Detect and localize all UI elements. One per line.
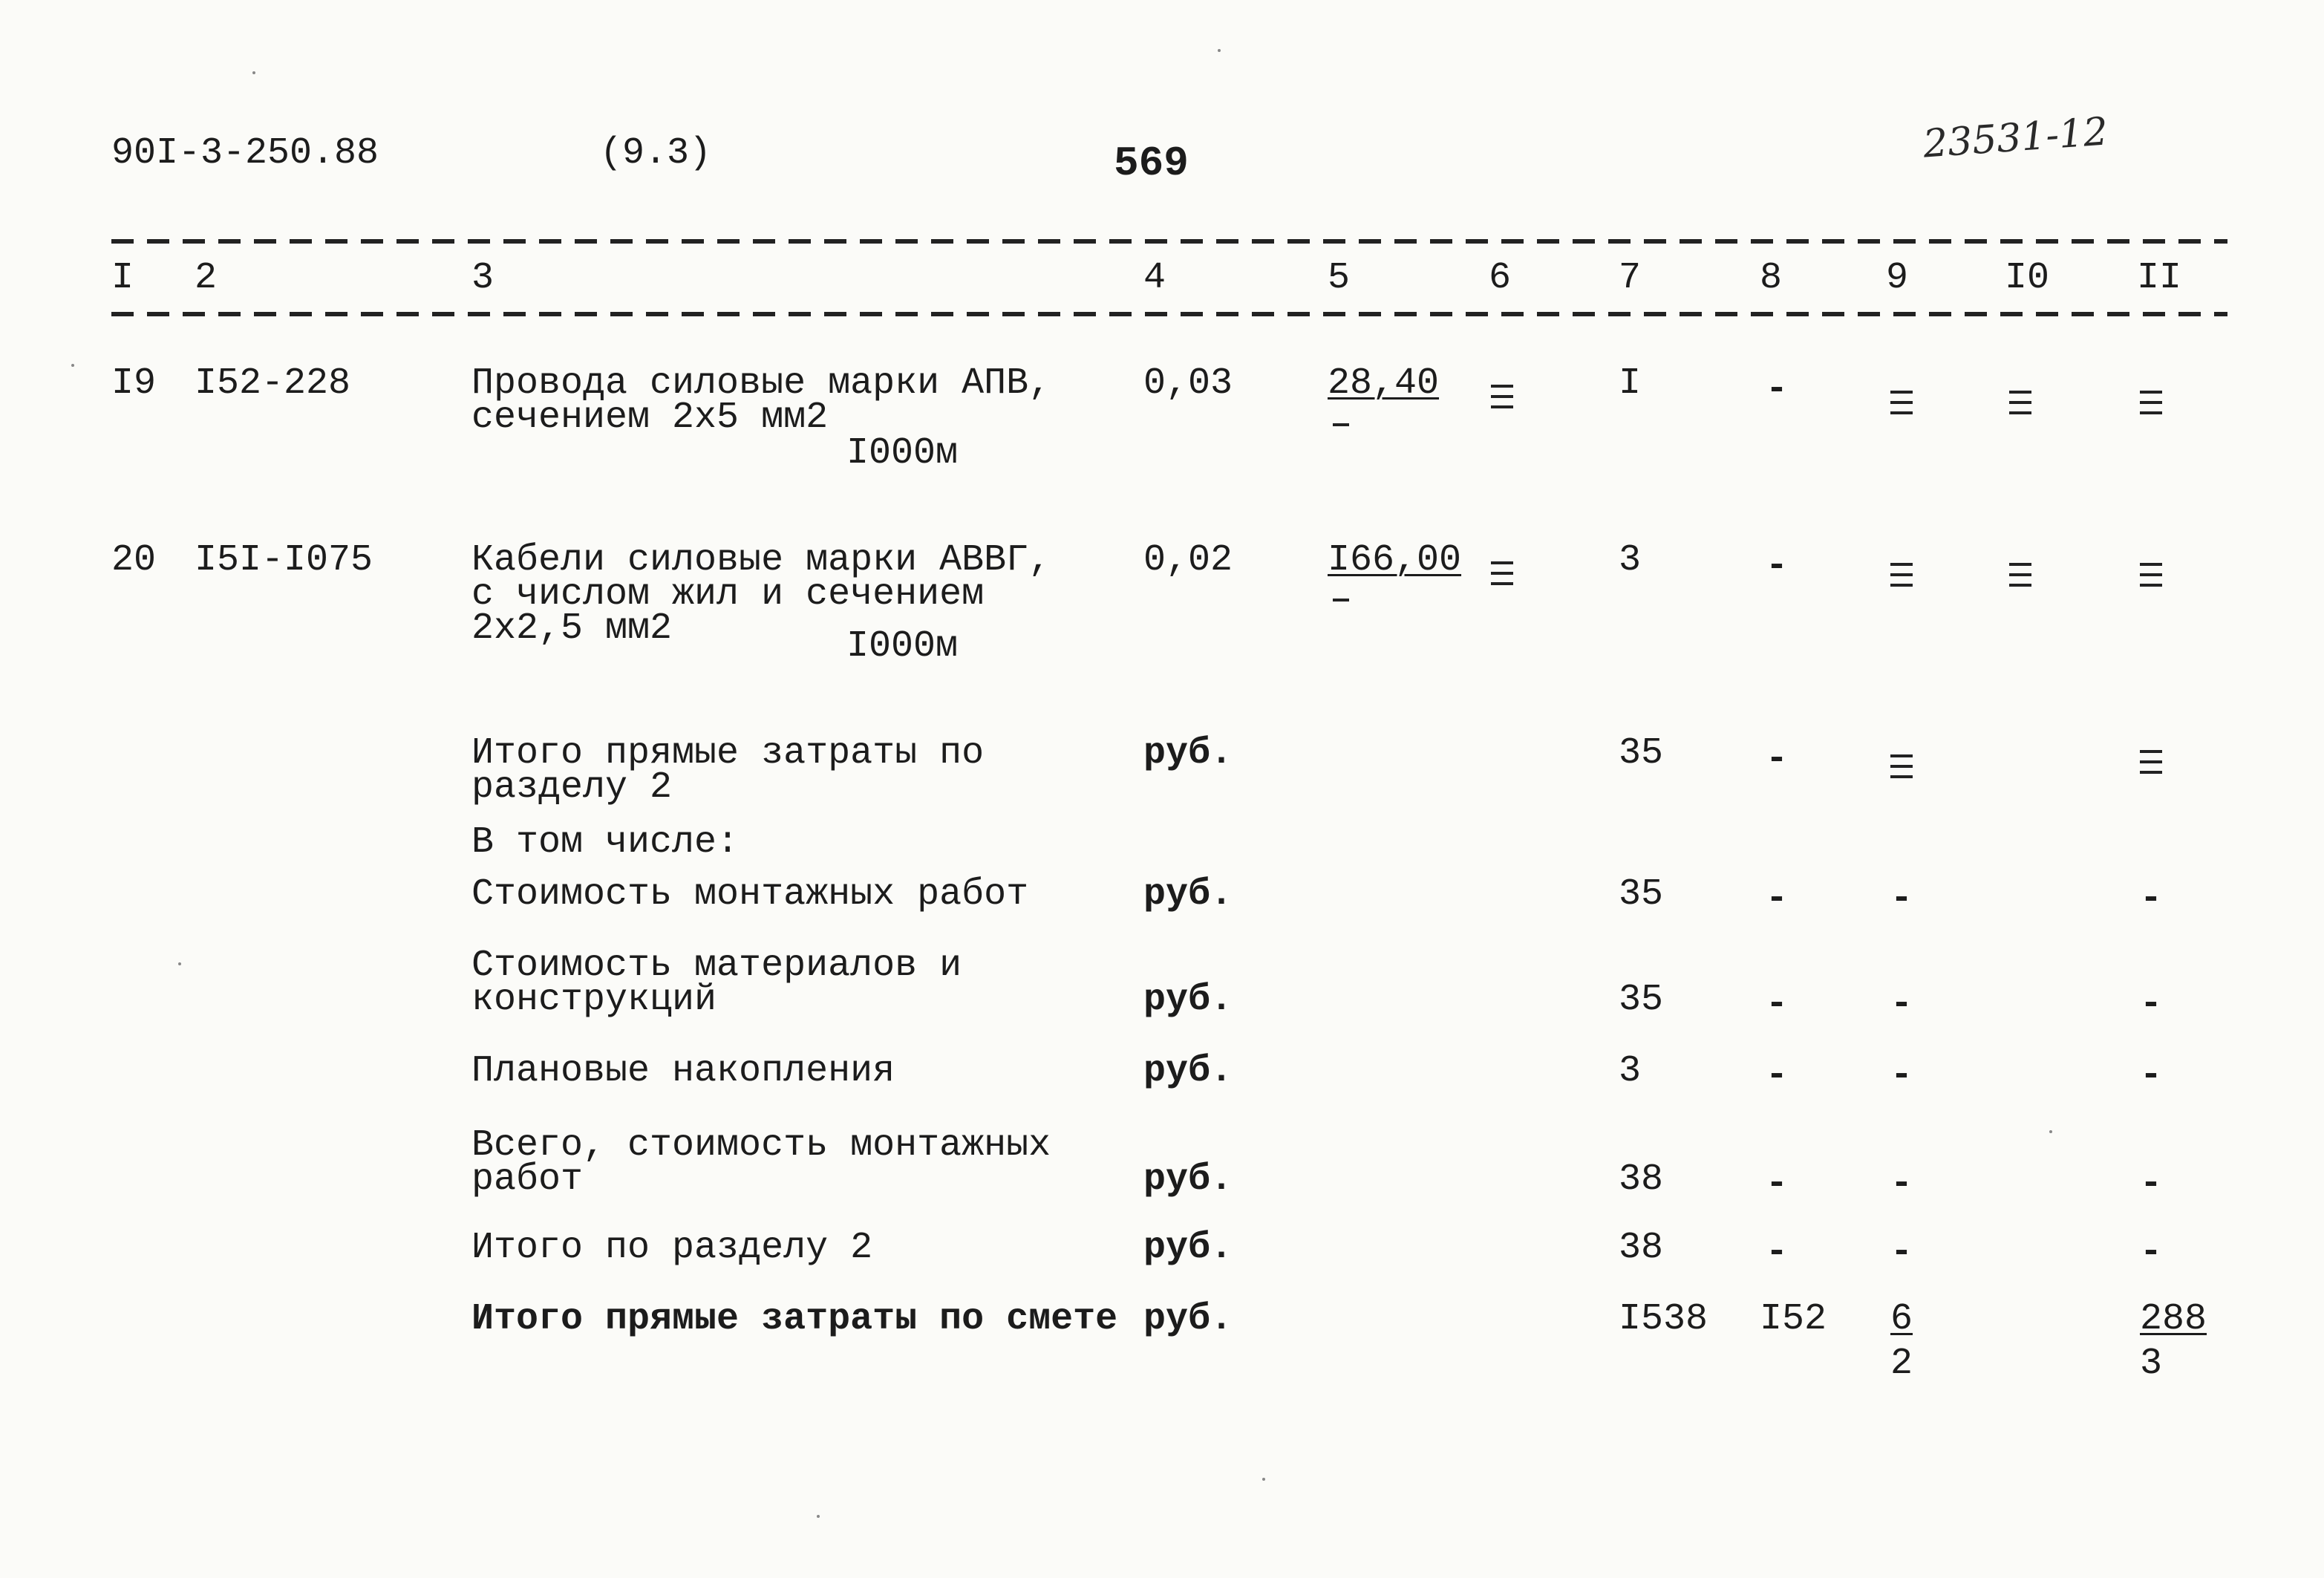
table-header-rule	[111, 312, 2227, 316]
row-20-number: 20	[111, 539, 157, 581]
column-header-3: 3	[471, 257, 494, 299]
row-19-quantity: 0,03	[1143, 362, 1233, 405]
summary-section-total-col11: -	[2140, 1231, 2163, 1274]
column-header-2: 2	[195, 257, 218, 299]
summary-materials-cost-col8: -	[1766, 983, 1789, 1026]
summary-estimate-total-col9-bottom: 2	[1890, 1343, 1913, 1385]
row-19-price-dash	[1333, 423, 1349, 426]
summary-direct-costs-col11-ditto-mark	[2140, 746, 2162, 778]
summary-planned-savings-label: Плановые накопления	[471, 1050, 895, 1092]
row-20-code: I5I-I075	[195, 539, 373, 581]
row-19-number: I9	[111, 362, 157, 405]
column-header-6: 6	[1489, 257, 1512, 299]
row-20-description-line-2: с числом жил и сечением	[471, 573, 985, 616]
summary-materials-cost-col11: -	[2140, 983, 2163, 1026]
row-20-col7: 3	[1619, 539, 1642, 581]
summary-total-installation-label-line-2: работ	[471, 1158, 584, 1201]
summary-materials-cost-unit: руб.	[1143, 979, 1233, 1021]
column-header-1: I	[111, 257, 134, 299]
row-19-col9-ditto-mark	[1890, 386, 1913, 419]
summary-direct-costs-unit: руб.	[1143, 732, 1233, 775]
summary-planned-savings-col11: -	[2140, 1054, 2163, 1097]
row-20-measure-unit: I000м	[846, 625, 959, 668]
row-19-col10-ditto-mark	[2009, 386, 2031, 419]
row-20-quantity: 0,02	[1143, 539, 1233, 581]
summary-installation-cost-unit: руб.	[1143, 873, 1233, 916]
summary-section-total-label: Итого по разделу 2	[471, 1227, 873, 1269]
scan-speck	[1218, 49, 1221, 52]
row-20-description-line-1: Кабели силовые марки АВВГ,	[471, 539, 1051, 581]
summary-installation-cost-col8: -	[1766, 878, 1789, 920]
summary-estimate-total-unit: руб.	[1143, 1298, 1233, 1340]
summary-estimate-total-col11-top: 288	[2140, 1298, 2207, 1340]
page-number: 569	[1114, 140, 1189, 187]
summary-section-total-col9: -	[1890, 1231, 1913, 1274]
row-20-col9-ditto-mark	[1890, 558, 1913, 591]
summary-planned-savings-unit: руб.	[1143, 1050, 1233, 1092]
summary-planned-savings-col9: -	[1890, 1054, 1913, 1097]
row-19-col6-ditto-mark	[1491, 380, 1513, 413]
column-header-10: I0	[2005, 257, 2050, 299]
scan-speck	[71, 364, 74, 367]
summary-direct-costs-col7: 35	[1619, 732, 1664, 775]
handwritten-reference: 23531-12	[1922, 109, 2109, 167]
row-19-code: I52-228	[195, 362, 351, 405]
row-19-col8: -	[1766, 368, 1789, 411]
summary-estimate-total-col11-bottom: 3	[2140, 1343, 2163, 1385]
summary-estimate-total-col7: I538	[1619, 1298, 1708, 1340]
column-header-8: 8	[1760, 257, 1783, 299]
row-19-col11-ditto-mark	[2140, 386, 2162, 419]
row-19-col7: I	[1619, 362, 1642, 405]
summary-including-label: В том числе:	[471, 821, 740, 864]
row-19-description-line-1: Провода силовые марки АПВ,	[471, 362, 1051, 405]
row-20-col6-ditto-mark	[1491, 557, 1513, 590]
scan-speck	[2049, 1130, 2052, 1133]
scan-speck	[252, 71, 255, 74]
summary-total-installation-col9: -	[1890, 1163, 1913, 1205]
summary-section-total-col7: 38	[1619, 1227, 1664, 1269]
scan-speck	[1262, 1478, 1265, 1481]
summary-planned-savings-col7: 3	[1619, 1050, 1642, 1092]
column-header-4: 4	[1143, 257, 1166, 299]
scan-speck	[178, 962, 181, 965]
column-header-5: 5	[1328, 257, 1351, 299]
row-20-unit-price: I66,00	[1328, 539, 1462, 581]
summary-estimate-total-col9-top: 6	[1890, 1298, 1913, 1340]
summary-total-installation-col11: -	[2140, 1163, 2163, 1205]
summary-planned-savings-col8: -	[1766, 1054, 1789, 1097]
summary-materials-cost-label-line-2: конструкций	[471, 979, 717, 1021]
summary-materials-cost-col9: -	[1890, 983, 1913, 1026]
scan-speck	[817, 1515, 820, 1518]
summary-installation-cost-col7: 35	[1619, 873, 1664, 916]
row-20-col10-ditto-mark	[2009, 558, 2031, 591]
row-20-price-dash	[1333, 599, 1349, 601]
summary-estimate-total-col8: I52	[1760, 1298, 1827, 1340]
summary-direct-costs-col9-ditto-mark	[1890, 750, 1913, 783]
summary-installation-cost-label: Стоимость монтажных работ	[471, 873, 1029, 916]
summary-total-installation-col8: -	[1766, 1163, 1789, 1205]
summary-direct-costs-label-line-1: Итого прямые затраты по	[471, 732, 985, 775]
summary-materials-cost-col7: 35	[1619, 979, 1664, 1021]
column-header-9: 9	[1886, 257, 1909, 299]
summary-installation-cost-col11: -	[2140, 878, 2163, 920]
summary-installation-cost-col9: -	[1890, 878, 1913, 920]
row-20-col11-ditto-mark	[2140, 558, 2162, 591]
row-19-description-line-2: сечением 2х5 мм2	[471, 397, 829, 439]
summary-direct-costs-label-line-2: разделу 2	[471, 766, 673, 809]
summary-total-installation-col7: 38	[1619, 1158, 1664, 1201]
summary-direct-costs-col8: -	[1766, 738, 1789, 780]
document-code: 90I-3-250.88	[111, 132, 379, 175]
row-20-col8: -	[1766, 545, 1789, 587]
row-19-unit-price: 28,40	[1328, 362, 1440, 405]
section-number: (9.3)	[600, 132, 712, 175]
summary-section-total-col8: -	[1766, 1231, 1789, 1274]
summary-estimate-total-label: Итого прямые затраты по смете	[471, 1298, 1118, 1340]
summary-total-installation-unit: руб.	[1143, 1158, 1233, 1201]
table-top-rule	[111, 239, 2227, 244]
column-header-11: II	[2137, 257, 2182, 299]
summary-section-total-unit: руб.	[1143, 1227, 1233, 1269]
column-header-7: 7	[1619, 257, 1642, 299]
summary-total-installation-label-line-1: Всего, стоимость монтажных	[471, 1124, 1051, 1167]
row-19-measure-unit: I000м	[846, 432, 959, 475]
summary-materials-cost-label-line-1: Стоимость материалов и	[471, 945, 962, 987]
row-20-description-line-3: 2х2,5 мм2	[471, 607, 673, 650]
